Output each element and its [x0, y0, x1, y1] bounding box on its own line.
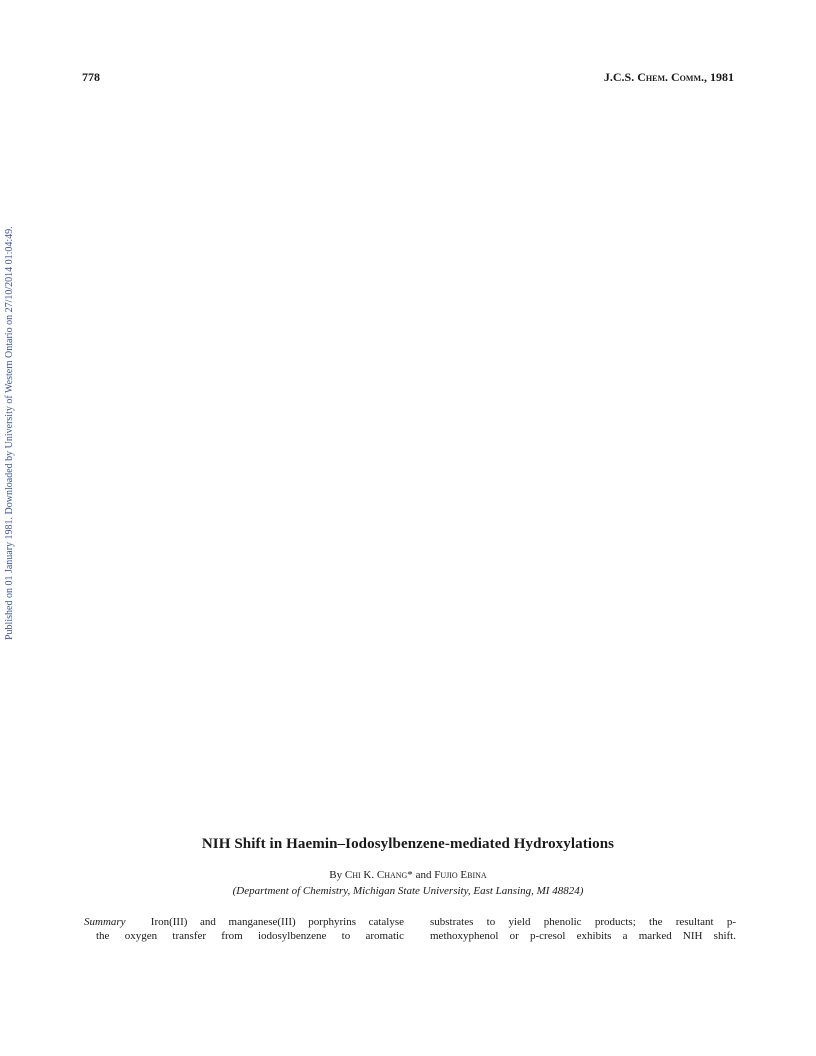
summary-line-1 — [84, 916, 404, 928]
summary-text-3: substrates to yield phenolic products; the resultant p- — [430, 916, 736, 928]
summary-column-right — [430, 915, 736, 943]
summary-text-4: methoxyphenol or p-cresol exhibits a marked NIH shift. — [430, 930, 736, 942]
author-ebina: Fujio Ebina — [434, 869, 487, 881]
journal-header: J.C.S. Chem. Comm., 1981 — [603, 70, 734, 84]
summary-text-2: the oxygen transfer from iodosylbenzene to aromatic — [96, 930, 404, 942]
download-watermark: Published on 01 January 1981. Downloaded by University of Western Ontario on 27/10/2014 01:04:49. — [4, 226, 15, 640]
author-chang: Chi K. Chang* — [344, 869, 413, 881]
summary-column-left — [84, 915, 404, 943]
page-number: 778 — [82, 70, 100, 84]
summary-text-1: Iron(III) and manganese(III) porphyrins catalyse — [150, 916, 404, 928]
affiliation — [0, 885, 816, 897]
and-word: and — [415, 869, 432, 881]
affiliation-text: (Department of Chemistry, Michigan State University, East Lansing, MI 48824) — [232, 885, 584, 897]
article-title: NIH Shift in Haemin–Iodosylbenzene-mediated Hydroxylations — [201, 836, 615, 852]
by-prefix: By — [329, 869, 343, 881]
author-line — [0, 869, 816, 881]
summary-label: Summary — [84, 916, 126, 928]
